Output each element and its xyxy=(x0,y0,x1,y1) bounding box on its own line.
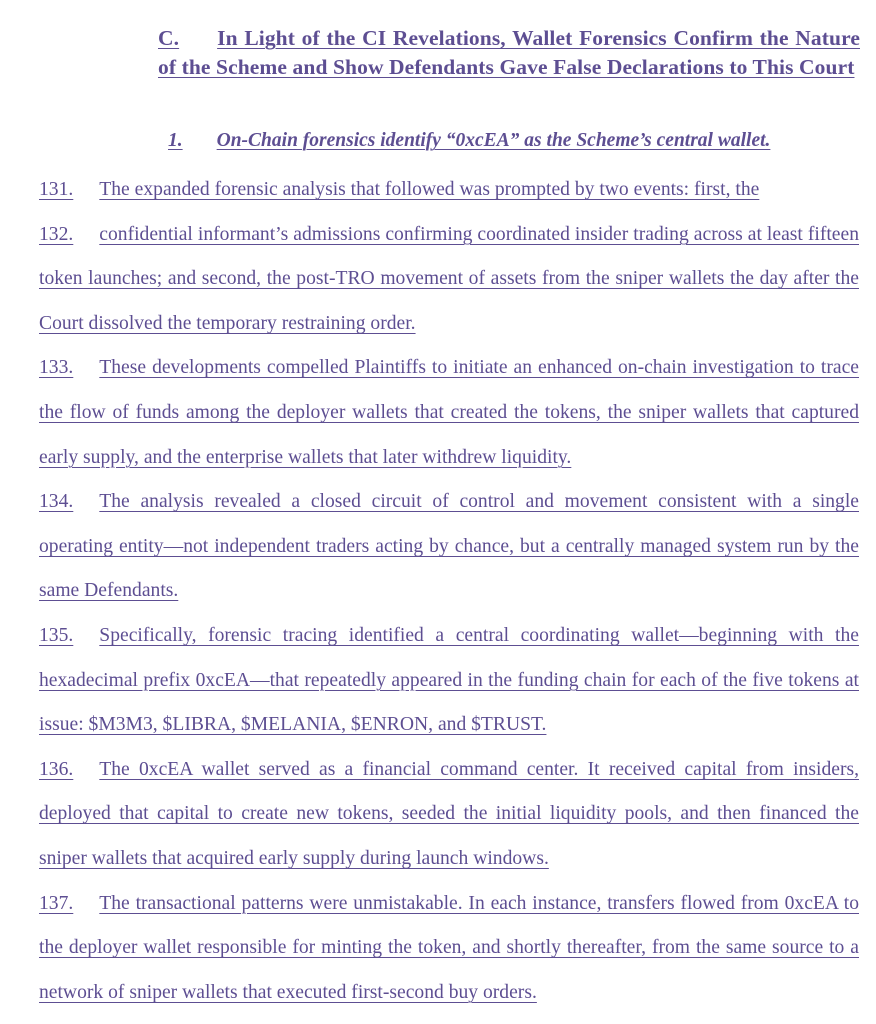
sub-heading-label: 1. xyxy=(168,130,183,151)
body-text-block xyxy=(39,168,859,1015)
paragraph-text: The expanded forensic analysis that followed was prompted by two events: first, the xyxy=(99,179,760,200)
paragraph-137 xyxy=(39,882,859,1016)
paragraph-136 xyxy=(39,748,859,882)
paragraph-133 xyxy=(39,346,859,480)
paragraph-text: The 0xcEA wallet served as a financial command center. It received capital from insiders, deployed that capital to create new tokens, seeded the initial liquidity pools, and then financed the sniper wallets that acquired early supply during launch windows. xyxy=(39,758,859,869)
paragraph-135 xyxy=(39,614,859,748)
section-heading xyxy=(158,24,860,82)
paragraph-number: 132. xyxy=(39,223,74,245)
paragraph-134 xyxy=(39,480,859,614)
paragraph-text: Specifically, forensic tracing identified a central coordinating wallet—beginning with the hexadecimal prefix 0xcEA—that repeatedly appeared in the funding chain for each of the five tokens at issue: $M3M3, $LIBRA, $MELANIA, $ENRON, and $TRUST. xyxy=(39,624,859,736)
paragraph-number: 134. xyxy=(39,491,74,513)
paragraph-text: confidential informant’s admissions confirming coordinated insider trading across at least fifteen token launches; and second, the post-TRO movement of assets from the sniper wallets the day after the Court dissolved the temporary restraining order. xyxy=(39,223,859,334)
paragraph-number: 131. xyxy=(39,179,74,200)
paragraph-number: 133. xyxy=(39,357,74,379)
paragraph-number: 137. xyxy=(39,892,74,914)
section-heading-text: In Light of the CI Revelations, Wallet Forensics Confirm the Nature of the Scheme and Show Defendants Gave False Declarations to This Court xyxy=(158,26,860,79)
paragraph-text: The analysis revealed a closed circuit of control and movement consistent with a single operating entity—not independent traders acting by chance, but a centrally managed system run by the same Defendants. xyxy=(39,491,859,602)
sub-heading xyxy=(168,128,860,154)
paragraph-131 xyxy=(39,168,859,213)
paragraph-text: The transactional patterns were unmistakable. In each instance, transfers flowed from 0xcEA to the deployer wallet responsible for minting the token, and shortly thereafter, from the same source to a network of sniper wallets that executed first-second buy orders. xyxy=(39,892,859,1003)
paragraph-132 xyxy=(39,213,859,347)
paragraph-number: 135. xyxy=(39,624,74,646)
paragraph-number: 136. xyxy=(39,758,74,780)
sub-heading-text: On-Chain forensics identify “0xcEA” as the Scheme’s central wallet. xyxy=(216,130,771,151)
section-heading-label: C. xyxy=(158,26,180,50)
paragraph-text: These developments compelled Plaintiffs to initiate an enhanced on-chain investigation to trace the flow of funds among the deployer wallets that created the tokens, the sniper wallets that captured early supply, and the enterprise wallets that later withdrew liquidity. xyxy=(39,357,859,468)
